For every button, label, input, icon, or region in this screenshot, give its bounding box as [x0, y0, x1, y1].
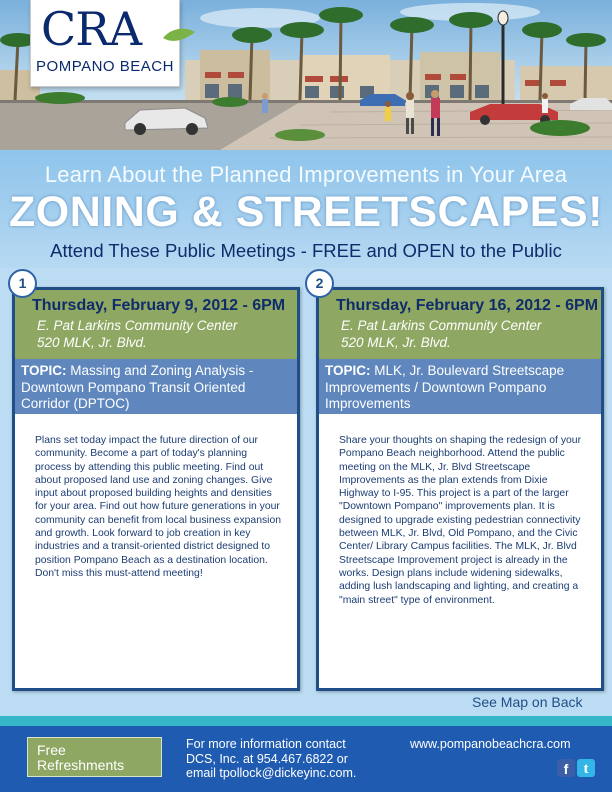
cra-logo[interactable]	[30, 0, 180, 87]
meeting-description: Share your thoughts on shaping the redesign of your Pompano Beach neighborhood. Attend the public meeting on the MLK, Jr. Blvd Streetscape Improvements as the plan extends from Dixie Highway to I-95. This project is a part of the larger "Downtown Pompano" improvements plan. It is designed to upgrade existing pedestrian connectivity between MLK, Jr. Blvd, Old Pompano, and the Civic Center/ Library Campus facilities. The MLK, Jr. Blvd Streetscape Improvement project is already in the works. Design plans include widening sidewalks, adding lush landscaping and lighting, and creating a "main street" type of environment.	[339, 435, 582, 606]
meeting-date: Thursday, February 16, 2012 - 6PM	[336, 297, 599, 314]
main-headline: ZONING & STREETSCAPES!	[9, 188, 603, 236]
leaf-icon	[163, 28, 195, 44]
meeting-topic	[319, 359, 601, 414]
topic-label: TOPIC:	[325, 363, 371, 378]
website-link[interactable]: www.pompanobeachcra.com	[410, 737, 571, 751]
meeting-address: 520 MLK, Jr. Blvd.	[37, 335, 147, 350]
contact-email[interactable]: email tpollock@dickeyinc.com.	[186, 766, 357, 780]
meeting-number-badge: 1	[8, 269, 37, 298]
meeting-venue: E. Pat Larkins Community Center	[37, 318, 238, 333]
facebook-icon[interactable]: f	[557, 759, 575, 777]
free-refreshments-box	[27, 737, 162, 777]
social-links	[557, 759, 595, 777]
contact-line-2: DCS, Inc. at 954.467.6822 or	[186, 751, 348, 766]
meeting-number-badge: 2	[305, 269, 334, 298]
hero-streetscape-illustration	[0, 0, 612, 150]
meeting-topic	[15, 359, 297, 414]
meeting-venue: E. Pat Larkins Community Center	[341, 318, 542, 333]
refreshments-line-1: Free	[37, 742, 66, 758]
contact-line-1: For more information contact	[186, 737, 346, 751]
logo-title: CRA	[41, 2, 142, 56]
twitter-icon[interactable]: t	[577, 759, 595, 777]
intro-line: Learn About the Planned Improvements in Your Area	[44, 162, 568, 187]
meeting-description: Plans set today impact the future direction of our community. Become a part of today's planning process by attending this public meeting. Find out about proposed land use and zoning changes. Give input about proposed building heights and densities for your area. Find out how future generations in your community can benefit from local business expansion and growth. Look forward to job creation in key industries and a transit-oriented district designed to position Pompano Beach as a destination location. Don't miss this must-attend meeting!	[35, 435, 282, 579]
topic-text: Massing and Zoning Analysis - Downtown Pompano Transit Oriented Corridor (DPTOC)	[21, 363, 254, 411]
meeting-date: Thursday, February 9, 2012 - 6PM	[32, 297, 286, 314]
attend-line: Attend These Public Meetings - FREE and OPEN to the Public	[50, 240, 562, 261]
see-map-note: See Map on Back	[472, 694, 583, 710]
topic-label: TOPIC:	[21, 363, 67, 378]
meeting-header	[15, 290, 297, 359]
contact-info	[186, 737, 396, 781]
refreshments-line-2: Refreshments	[37, 757, 125, 773]
meeting-address: 520 MLK, Jr. Blvd.	[341, 335, 451, 350]
meeting-card-2	[316, 287, 604, 691]
logo-subtitle: POMPANO BEACH	[36, 58, 174, 75]
meeting-card-1	[12, 287, 300, 691]
meeting-header	[319, 290, 601, 359]
footer-accent-bar	[0, 716, 612, 726]
topic-text: MLK, Jr. Boulevard Streetscape Improvements / Downtown Pompano Improvements	[325, 363, 565, 411]
